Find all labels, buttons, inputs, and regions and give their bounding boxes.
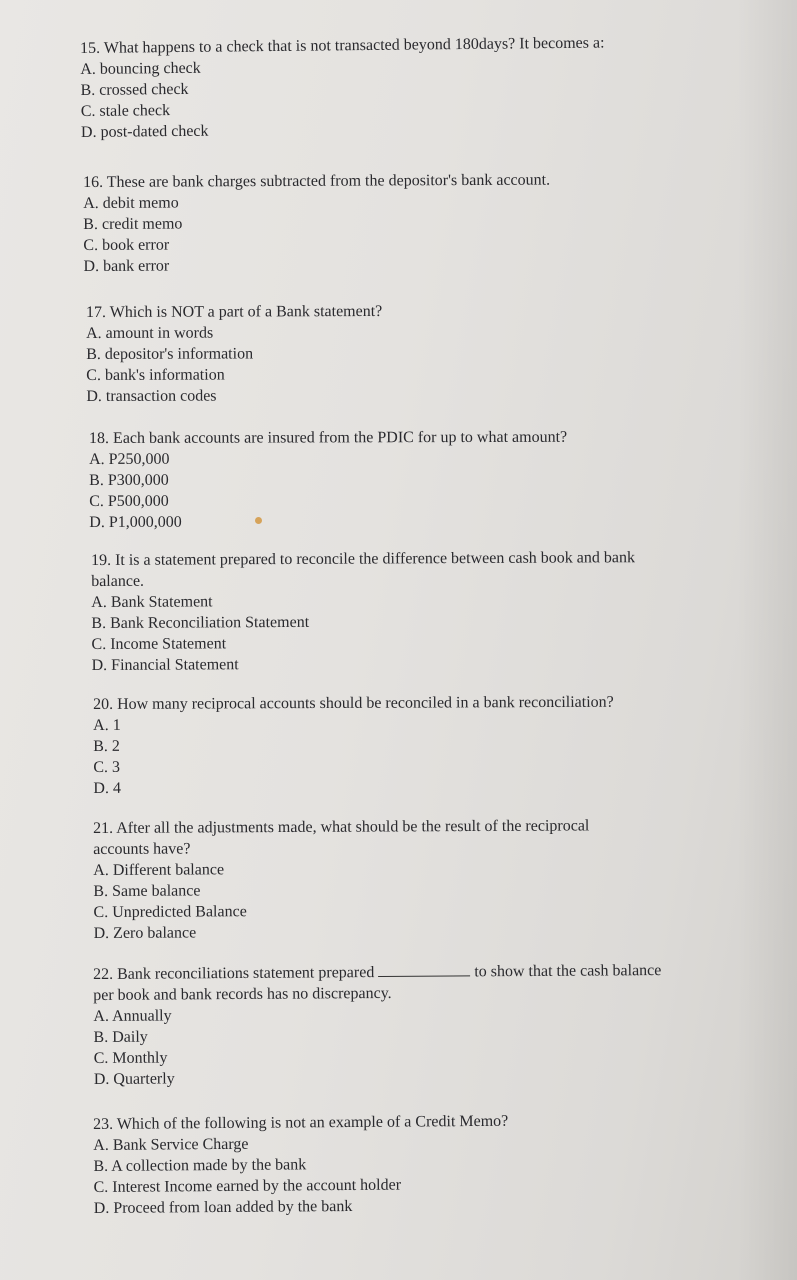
choice-c: C. P500,000 — [89, 492, 169, 510]
question-stem: 21. After all the adjustments made, what should be the result of the reciprocal — [93, 817, 590, 837]
choice-a: A. Different balance — [93, 861, 225, 879]
question-20 — [93, 692, 614, 799]
question-stem — [93, 960, 733, 985]
ink-dot — [255, 517, 262, 524]
stem-start: 22. Bank reconciliations statement prepared — [93, 964, 375, 983]
page-edge-shadow — [737, 0, 797, 1280]
question-23 — [93, 1111, 509, 1219]
question-stem: 23. Which of the following is not an example of a Credit Memo? — [93, 1112, 509, 1133]
question-stem-line-2: balance. — [91, 572, 145, 590]
choice-a: A. Bank Service Charge — [93, 1135, 249, 1154]
choice-d: D. Zero balance — [93, 924, 197, 942]
choice-a: A. 1 — [93, 716, 121, 734]
question-16 — [83, 170, 551, 277]
choice-d: D. post-dated check — [80, 122, 209, 141]
choice-a: A. debit memo — [83, 194, 179, 212]
question-15 — [80, 33, 606, 143]
choice-d: D. Quarterly — [93, 1070, 175, 1088]
choice-b: B. credit memo — [83, 215, 183, 233]
question-stem: 18. Each bank accounts are insured from the PDIC for up to what amount? — [89, 428, 568, 447]
choice-b: B. 2 — [93, 737, 120, 755]
question-stem: 17. Which is NOT a part of a Bank statement? — [86, 302, 383, 321]
question-stem: 20. How many reciprocal accounts should be reconciled in a bank reconciliation? — [93, 693, 614, 713]
choice-c: C. Income Statement — [91, 635, 227, 653]
choice-b: B. Daily — [93, 1028, 148, 1046]
question-17 — [86, 301, 383, 407]
choice-c: C. Monthly — [93, 1049, 168, 1067]
choice-a: A. Bank Statement — [91, 593, 213, 611]
question-stem: 16. These are bank charges subtracted from the depositor's bank account. — [83, 171, 551, 191]
choice-a: A. bouncing check — [80, 59, 201, 78]
choice-b: B. A collection made by the bank — [93, 1156, 307, 1175]
choice-a: A. P250,000 — [89, 450, 170, 468]
question-stem: 19. It is a statement prepared to reconcile the difference between cash book and bank — [91, 549, 636, 569]
choice-d: D. transaction codes — [86, 387, 217, 405]
stem-end: to show that the cash balance — [474, 962, 662, 981]
question-stem-line-2: per book and bank records has no discrepancy. — [93, 984, 392, 1004]
choice-b: B. depositor's information — [86, 345, 254, 363]
choice-c: C. bank's information — [86, 366, 225, 384]
choice-d: D. 4 — [93, 779, 122, 797]
choice-b: B. Same balance — [93, 882, 201, 900]
choice-d: D. P1,000,000 — [89, 513, 182, 531]
choice-c: C. Unpredicted Balance — [93, 903, 247, 921]
question-21 — [93, 815, 590, 944]
choice-b: B. Bank Reconciliation Statement — [91, 613, 310, 632]
choice-d: D. Proceed from loan added by the bank — [93, 1197, 353, 1217]
choice-a: A. amount in words — [86, 324, 214, 342]
choice-d: D. bank error — [83, 257, 170, 275]
choice-c: C. stale check — [80, 102, 171, 120]
question-19 — [91, 547, 636, 676]
question-18 — [89, 427, 567, 533]
choice-c: C. book error — [83, 236, 170, 254]
choice-b: B. crossed check — [80, 80, 189, 99]
choice-a: A. Annually — [93, 1007, 172, 1025]
fill-in-blank — [378, 961, 470, 977]
question-stem-line-2: accounts have? — [93, 840, 191, 858]
choice-c: C. Interest Income earned by the account holder — [93, 1176, 402, 1196]
choice-b: B. P300,000 — [89, 471, 169, 489]
choice-d: D. Financial Statement — [91, 656, 239, 674]
question-22 — [93, 960, 734, 1090]
question-stem: 15. What happens to a check that is not transacted beyond 180days? It becomes a: — [80, 34, 605, 57]
choice-c: C. 3 — [93, 758, 121, 776]
